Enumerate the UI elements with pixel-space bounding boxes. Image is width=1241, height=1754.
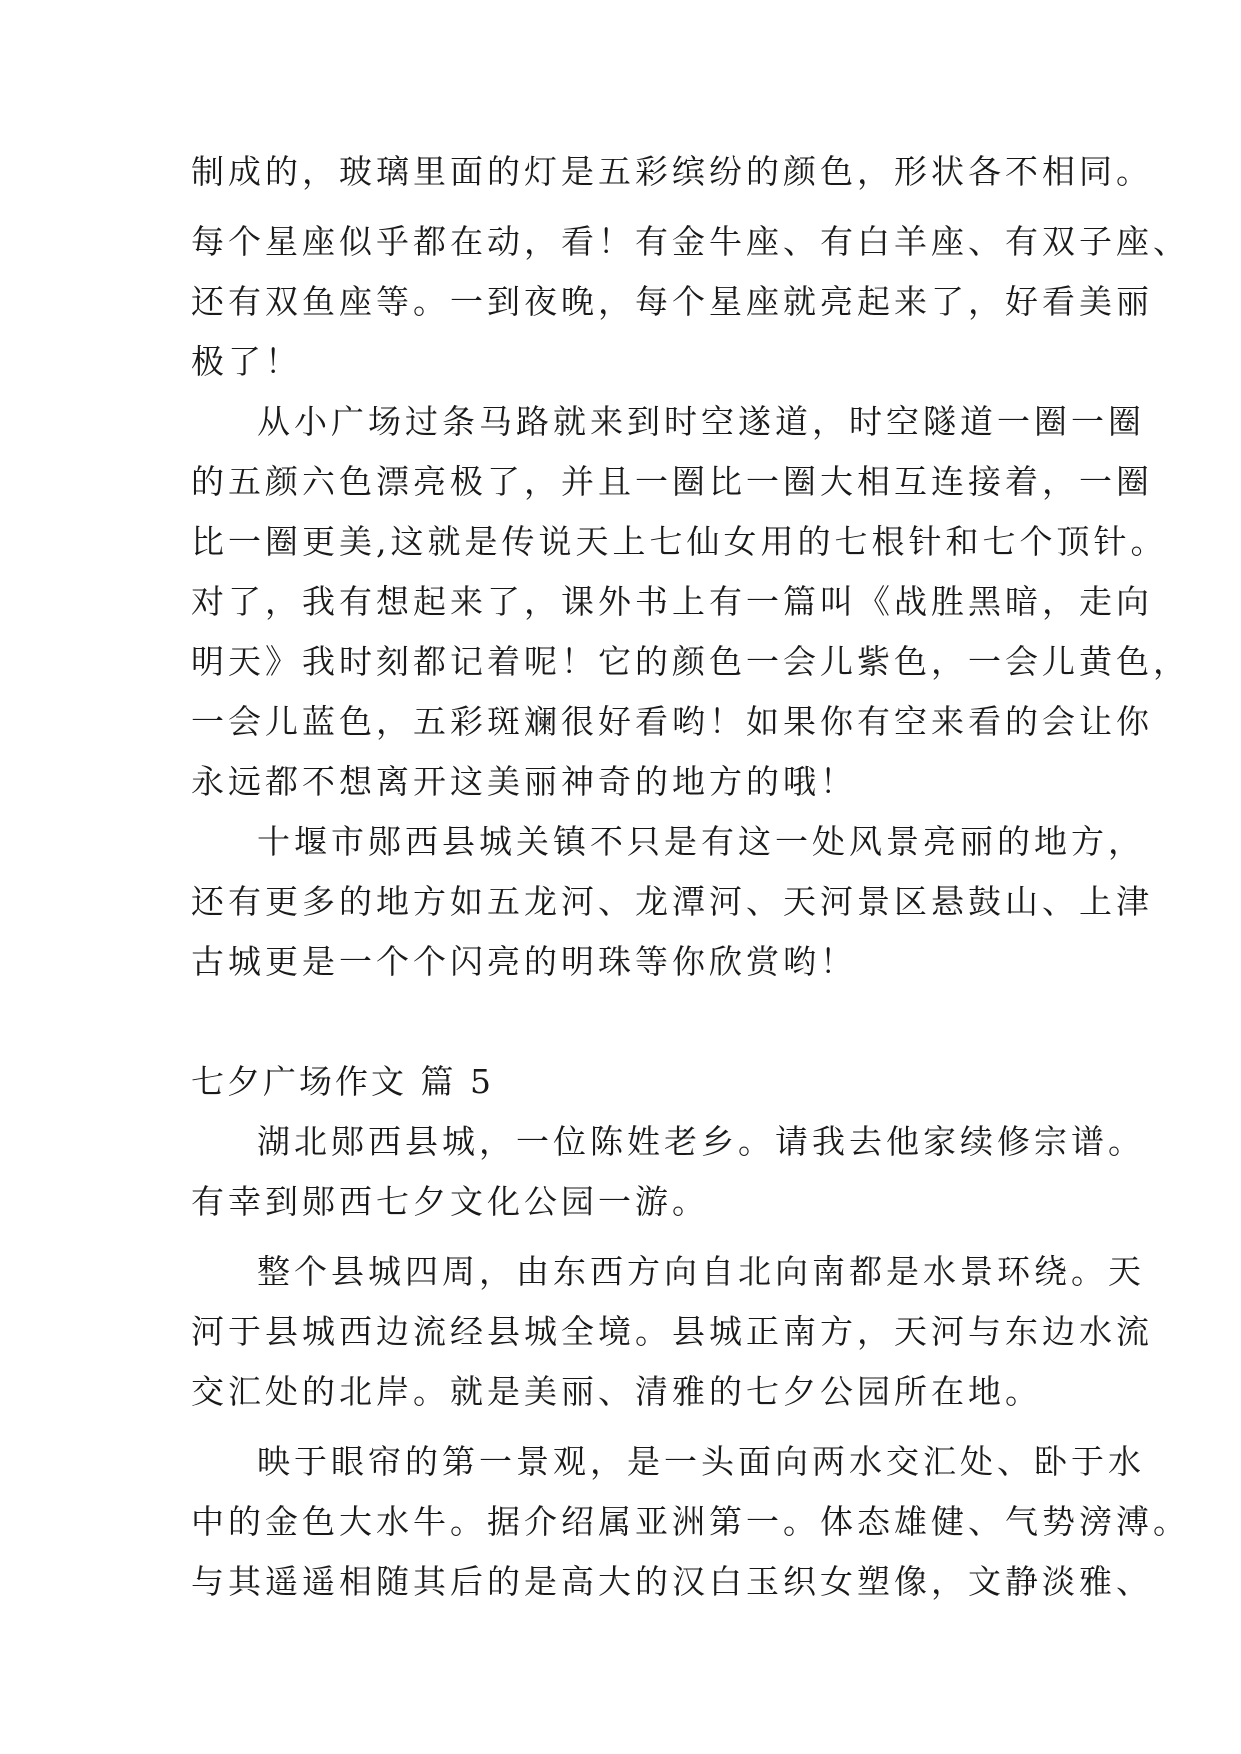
paragraph-line: 古城更是一个个闪亮的明珠等你欣赏哟！	[191, 942, 857, 981]
paragraph-line: 湖北郧西县城，一位陈姓老乡。请我去他家续修宗谱。	[257, 1122, 1145, 1161]
paragraph-line: 一会儿蓝色，五彩斑斓很好看哟！如果你有空来看的会让你	[191, 702, 1153, 741]
paragraph-line: 极了！	[191, 342, 302, 381]
paragraph-line: 交汇处的北岸。就是美丽、清雅的七夕公园所在地。	[191, 1372, 1042, 1411]
paragraph-line: 永远都不想离开这美丽神奇的地方的哦！	[191, 762, 857, 801]
paragraph-line: 对了，我有想起来了，课外书上有一篇叫《战胜黑暗，走向	[191, 582, 1153, 621]
paragraph-line: 制成的，玻璃里面的灯是五彩缤纷的颜色，形状各不相同。	[191, 152, 1153, 191]
paragraph-line: 比一圈更美,这就是传说天上七仙女用的七根针和七个顶针。	[191, 522, 1168, 561]
paragraph-line: 与其遥遥相随其后的是高大的汉白玉织女塑像，文静淡雅、	[191, 1562, 1153, 1601]
paragraph-line: 整个县城四周，由东西方向自北向南都是水景环绕。天	[257, 1252, 1145, 1291]
section-heading: 七夕广场作文 篇 5	[191, 1062, 494, 1101]
paragraph-line: 有幸到郧西七夕文化公园一游。	[191, 1182, 709, 1221]
paragraph-line: 还有双鱼座等。一到夜晚，每个星座就亮起来了，好看美丽	[191, 282, 1153, 321]
paragraph-line: 从小广场过条马路就来到时空遂道，时空隧道一圈一圈	[257, 402, 1145, 441]
paragraph-line: 明天》我时刻都记着呢！它的颜色一会儿紫色，一会儿黄色，	[191, 642, 1190, 681]
paragraph-line: 十堰市郧西县城关镇不只是有这一处风景亮丽的地方，	[257, 822, 1145, 861]
paragraph-line: 每个星座似乎都在动，看！有金牛座、有白羊座、有双子座、	[191, 222, 1190, 261]
paragraph-line: 还有更多的地方如五龙河、龙潭河、天河景区悬鼓山、上津	[191, 882, 1153, 921]
paragraph-line: 的五颜六色漂亮极了，并且一圈比一圈大相互连接着，一圈	[191, 462, 1153, 501]
paragraph-line: 映于眼帘的第一景观，是一头面向两水交汇处、卧于水	[257, 1442, 1145, 1481]
paragraph-line: 中的金色大水牛。据介绍属亚洲第一。体态雄健、气势滂溥。	[191, 1502, 1190, 1541]
paragraph-line: 河于县城西边流经县城全境。县城正南方，天河与东边水流	[191, 1312, 1153, 1351]
